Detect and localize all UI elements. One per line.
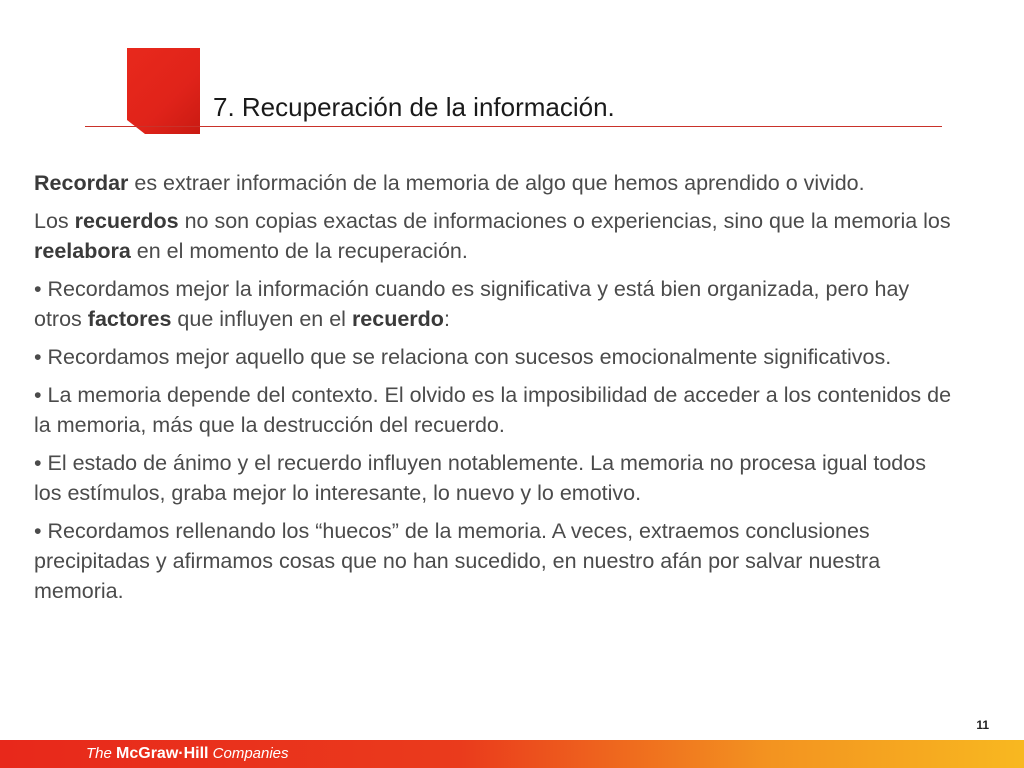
body-paragraph	[34, 206, 954, 266]
body-paragraph	[34, 448, 954, 508]
logo-suffix: Companies	[208, 745, 289, 762]
emphasis-text: reelabora	[34, 239, 131, 263]
logo-prefix: The	[86, 745, 117, 762]
emphasis-text: Recordar	[34, 171, 129, 195]
slide-body	[34, 168, 954, 614]
paragraph-text: no son copias exactas de informaciones o experiencias, sino que la memoria los	[178, 209, 951, 233]
paragraph-text: :	[443, 307, 450, 331]
footer-bar	[0, 740, 1024, 768]
paragraph-text: • El estado de ánimo y el recuerdo influyen notablemente. La memoria no procesa igual todos los estímulos, graba mejor lo interesante, lo nuevo y lo emotivo.	[34, 451, 926, 505]
paragraph-text: Los	[34, 209, 75, 233]
publisher-logo	[86, 743, 289, 765]
paragraph-text: • Recordamos mejor aquello que se relaciona con sucesos emocionalmente significativos.	[34, 345, 892, 369]
slide-title: 7. Recuperación de la información.	[213, 92, 615, 122]
paragraph-text: • Recordamos mejor la información cuando es significativa y está bien organizada, pero hay otros	[34, 277, 910, 331]
paragraph-text: es extraer información de la memoria de algo que hemos aprendido o vivido.	[128, 171, 865, 195]
body-paragraph	[34, 342, 954, 372]
paragraph-text: • Recordamos rellenando los “huecos” de la memoria. A veces, extraemos conclusiones precipitadas y afirmamos cosas que no han sucedido, en nuestro afán por salvar nuestra memoria.	[34, 519, 881, 603]
paragraph-text: • La memoria depende del contexto. El olvido es la imposibilidad de acceder a los contenidos de la memoria, más que la destrucción del recuerdo.	[34, 383, 952, 437]
body-paragraph	[34, 380, 954, 440]
paragraph-text: que influyen en el	[171, 307, 352, 331]
title-underline	[85, 126, 942, 127]
page-number: 11	[976, 718, 989, 732]
body-paragraph	[34, 168, 954, 198]
title-accent-block	[127, 48, 200, 134]
body-paragraph	[34, 274, 954, 334]
emphasis-text: recuerdos	[74, 209, 179, 233]
logo-brand: McGraw·Hill	[116, 745, 209, 762]
emphasis-text: recuerdo	[351, 307, 444, 331]
body-paragraph	[34, 516, 954, 606]
paragraph-text: en el momento de la recuperación.	[130, 239, 468, 263]
emphasis-text: factores	[87, 307, 172, 331]
